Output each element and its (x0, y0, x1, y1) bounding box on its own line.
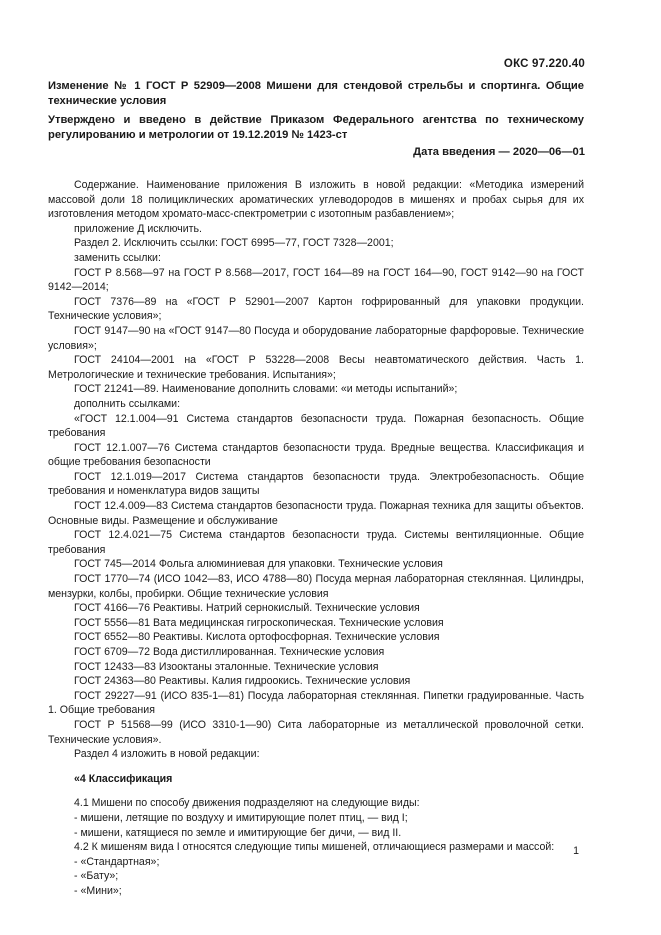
section-line: 4.1 Мишени по способу движения подразделяют на следующие виды: (74, 797, 420, 810)
paragraph: ГОСТ 29227—91 (ИСО 835-1—81) Посуда лабораторная стеклянная. Пипетки градуированные. Часть 1. Общие требования (48, 689, 584, 717)
section-line: - мишени, катящиеся по земле и имитирующие бег дичи, — вид II. (74, 826, 402, 839)
paragraph: ГОСТ 12.1.007—76 Система стандартов безопасности труда. Вредные вещества. Классификация и общие требования безопасности (48, 441, 584, 469)
paragraph: ГОСТ Р 51568—99 (ИСО 3310-1—90) Сита лабораторные из металлической проволочной сетки. Технические условия». (48, 718, 584, 746)
section-line: - «Стандартная»; (74, 855, 160, 868)
paragraph: приложение Д исключить. (74, 222, 202, 235)
paragraph: ГОСТ 6552—80 Реактивы. Кислота ортофосфорная. Технические условия (74, 631, 440, 644)
paragraph: Содержание. Наименование приложения В изложить в новой редакции: «Методика измерений массовой доли 18 полициклических ароматических углеводородов в мишенях и пробах сырья для их изготовления методом хромато-масс-спектрометрии с изотопным разбавлением»; (48, 179, 584, 221)
section-heading: «4 Классификация (74, 772, 173, 785)
paragraph: ГОСТ 745—2014 Фольга алюминиевая для упаковки. Технические условия (74, 558, 443, 571)
document-body (48, 178, 584, 899)
effective-date: Дата введения — 2020—06—01 (413, 146, 585, 158)
paragraph: ГОСТ 1770—74 (ИСО 1042—83, ИСО 4788—80) Посуда мерная лабораторная стеклянная. Цилиндры, мензурки, колбы, пробирки. Общие технические условия (48, 573, 584, 600)
page-number: 1 (573, 845, 579, 857)
paragraph: «ГОСТ 12.1.004—91 Система стандартов безопасности труда. Пожарная безопасность. Общие требования (48, 412, 584, 440)
paragraph: ГОСТ 12.4.009—83 Система стандартов безопасности труда. Пожарная техника для защиты объектов. Основные виды. Размещение и обслуживание (48, 500, 584, 527)
paragraph: ГОСТ 5556—81 Вата медицинская гигроскопическая. Технические условия (74, 616, 444, 629)
spacer (48, 762, 584, 772)
paragraph: ГОСТ 9147—90 на «ГОСТ 9147—80 Посуда и оборудование лабораторные фарфоровые. Технические условия»; (48, 324, 584, 352)
paragraph: ГОСТ 12.4.021—75 Система стандартов безопасности труда. Системы вентиляционные. Общие требования (48, 529, 584, 556)
approval-statement: Утверждено и введено в действие Приказом Федерального агентства по техническому регулированию и метрологии от 19.12.2019 № 1423-ст (48, 114, 584, 141)
section-line: 4.2 К мишеням вида I относятся следующие типы мишеней, отличающиеся размерами и массой: (74, 841, 555, 854)
paragraph: ГОСТ 4166—76 Реактивы. Натрий сернокислый. Технические условия (74, 602, 420, 615)
paragraph: Раздел 2. Исключить ссылки: ГОСТ 6995—77, ГОСТ 7328—2001; (74, 237, 394, 250)
paragraph: ГОСТ 12.1.019—2017 Система стандартов безопасности труда. Электробезопасность. Общие требования и номенклатура видов защиты (48, 470, 584, 498)
paragraph: ГОСТ Р 8.568—97 на ГОСТ Р 8.568—2017, ГОСТ 164—89 на ГОСТ 164—90, ГОСТ 9142—90 на ГОСТ 9142—2014; (48, 266, 584, 294)
paragraph: дополнить ссылками: (74, 397, 181, 410)
section-line: - мишени, летящие по воздуху и имитирующие полет птиц, — вид I; (74, 811, 408, 824)
spacer (48, 786, 584, 796)
paragraph: ГОСТ 12433—83 Изооктаны эталонные. Технические условия (74, 660, 379, 673)
classification-code: ОКС 97.220.40 (503, 58, 585, 70)
section-line: - «Мини»; (74, 884, 122, 897)
paragraph: заменить ссылки: (74, 251, 161, 264)
paragraph: ГОСТ 24104—2001 на «ГОСТ Р 53228—2008 Весы неавтоматического действия. Часть 1. Метрологические и технические требования. Испытания»; (48, 354, 584, 381)
amendment-title: Изменение № 1 ГОСТ Р 52909—2008 Мишени для стендовой стрельбы и спортинга. Общие технические условия (48, 80, 584, 107)
section-line: - «Бату»; (74, 870, 119, 883)
paragraph: ГОСТ 7376—89 на «ГОСТ Р 52901—2007 Картон гофрированный для упаковки продукции. Технические условия»; (48, 295, 584, 323)
paragraph: Раздел 4 изложить в новой редакции: (74, 748, 260, 761)
paragraph: ГОСТ 6709—72 Вода дистиллированная. Технические условия (74, 646, 385, 658)
paragraph: ГОСТ 24363—80 Реактивы. Калия гидроокись. Технические условия (74, 675, 411, 688)
paragraph: ГОСТ 21241—89. Наименование дополнить словами: «и методы испытаний»; (74, 383, 458, 396)
